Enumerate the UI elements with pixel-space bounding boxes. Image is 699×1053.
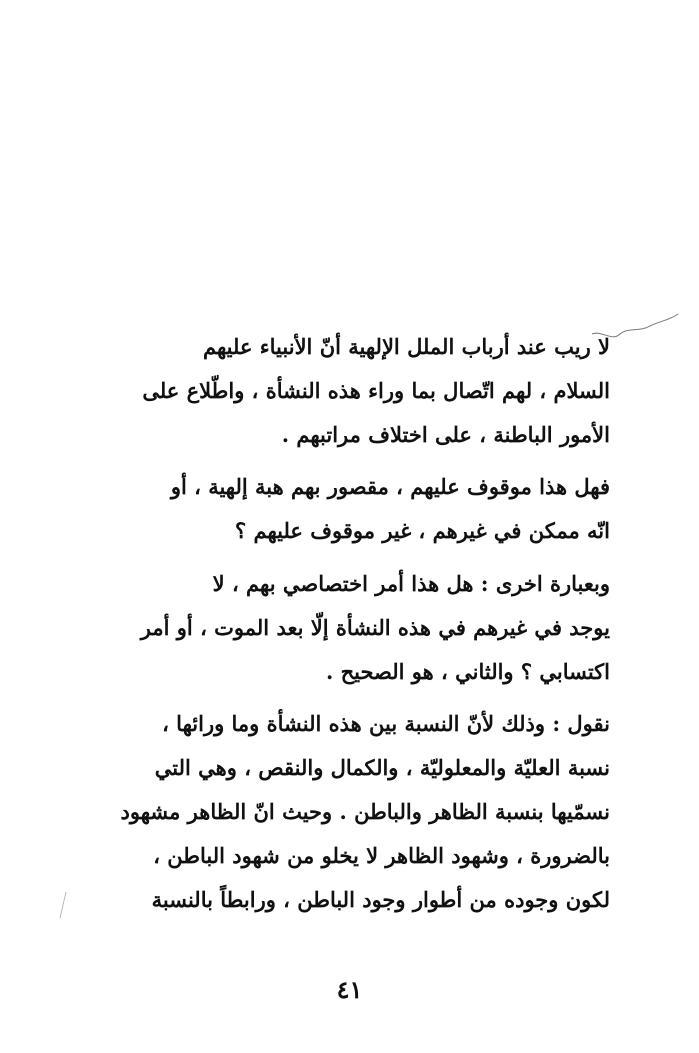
- paragraph-1: [92, 325, 610, 457]
- paragraph-2: [92, 465, 610, 553]
- line: اكتسابي ؟ والثاني ، هو الصحيح .: [325, 659, 610, 684]
- line: بالضرورة ، وشهود الظاهر لا يخلو من شهود الباطن ،: [153, 843, 610, 868]
- paragraph-4: [92, 702, 610, 922]
- line: وبعبارة اخرى : هل هذا أمر اختصاصي بهم ، لا: [212, 571, 610, 596]
- line: نسبة العليّة والمعلوليّة ، والكمال والنقص ، وهي التي: [154, 755, 610, 780]
- line: الأمور الباطنة ، على اختلاف مراتبهم .: [281, 422, 610, 447]
- line: لكون وجوده من أطوار وجود الباطن ، ورابطاً بالنسبة: [151, 887, 610, 912]
- line: السلام ، لهم اتّصال بما وراء هذه النشأة ، واطّلاع على: [142, 378, 610, 403]
- margin-mark-icon: [56, 890, 70, 920]
- line: لا ريب عند أرباب الملل الإلهية أنّ الأنبياء عليهم: [203, 334, 610, 359]
- paragraph-3: [92, 562, 610, 694]
- line: يوجد في غيرهم في هذه النشأة إلّا بعد الموت ، أو أمر: [140, 615, 610, 640]
- page-number: ٤١: [336, 975, 363, 1004]
- line: انّه ممكن في غيرهم ، غير موقوف عليهم ؟: [235, 518, 610, 543]
- line: نقول : وذلك لأنّ النسبة بين هذه النشأة وما ورائها ،: [162, 711, 610, 736]
- line: فهل هذا موقوف عليهم ، مقصور بهم هبة إلهية ، أو: [170, 474, 610, 499]
- line: نسمّيها بنسبة الظاهر والباطن . وحيث انّ الظاهر مشهود: [120, 799, 610, 824]
